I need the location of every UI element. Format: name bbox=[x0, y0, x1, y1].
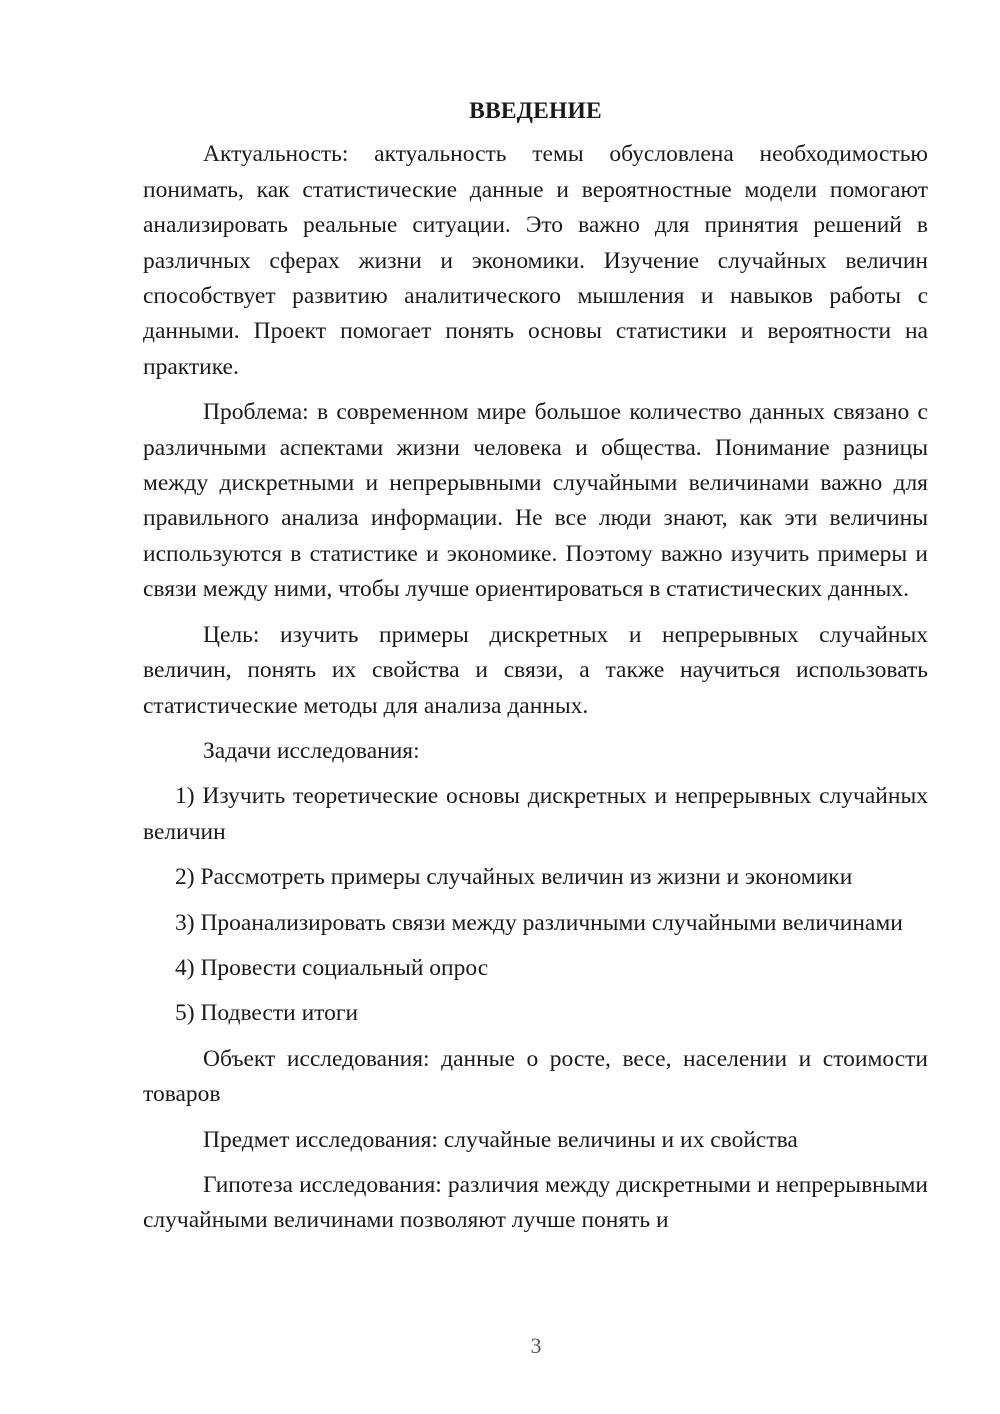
paragraph-goal: Цель: изучить примеры дискретных и непрерывных случайных величин, понять их свойства и связи, а также научиться использовать статистические методы для анализа данных. bbox=[143, 621, 928, 719]
paragraph-object: Объект исследования: данные о росте, весе, населении и стоимости товаров bbox=[143, 1045, 928, 1108]
page-title: ВВЕДЕНИЕ bbox=[469, 98, 602, 124]
list-item: 4) Провести социальный опрос bbox=[175, 954, 489, 981]
list-item: 5) Подвести итоги bbox=[175, 1000, 359, 1027]
paragraph-problem: Проблема: в современном мире большое количество данных связано с различными аспектами жизни человека и общества. Понимание разницы между дискретными и непрерывными случайными величинами важно для правильного анализа информации. Не все люди знают, как эти величины используются в статистике и экономике. Поэтому важно изучить примеры и связи между ними, чтобы лучше ориентироваться в статистических данных. bbox=[143, 399, 928, 603]
page-content bbox=[143, 94, 928, 1249]
paragraph-relevance: Актуальность: актуальность темы обусловлена необходимостью понимать, как статистические данные и вероятностные модели помогают анализировать реальные ситуации. Это важно для принятия решений в различных сферах жизни и экономики. Изучение случайных величин способствует развитию аналитического мышления и навыков работы с данными. Проект помогает понять основы статистики и вероятности на практике. bbox=[143, 141, 928, 380]
list-item: 3) Проанализировать связи между различными случайными величинами bbox=[175, 909, 903, 936]
paragraph-hypothesis: Гипотеза исследования: различия между дискретными и непрерывными случайными величинами позволяют лучше понять и bbox=[143, 1171, 928, 1234]
page-number: 3 bbox=[530, 1333, 542, 1358]
paragraph-tasks-heading: Задачи исследования: bbox=[203, 737, 420, 764]
list-item: 1) Изучить теоретические основы дискретных и непрерывных случайных величин bbox=[143, 783, 928, 845]
paragraph-subject: Предмет исследования: случайные величины и их свойства bbox=[203, 1126, 798, 1153]
list-item: 2) Рассмотреть примеры случайных величин из жизни и экономики bbox=[175, 864, 853, 891]
